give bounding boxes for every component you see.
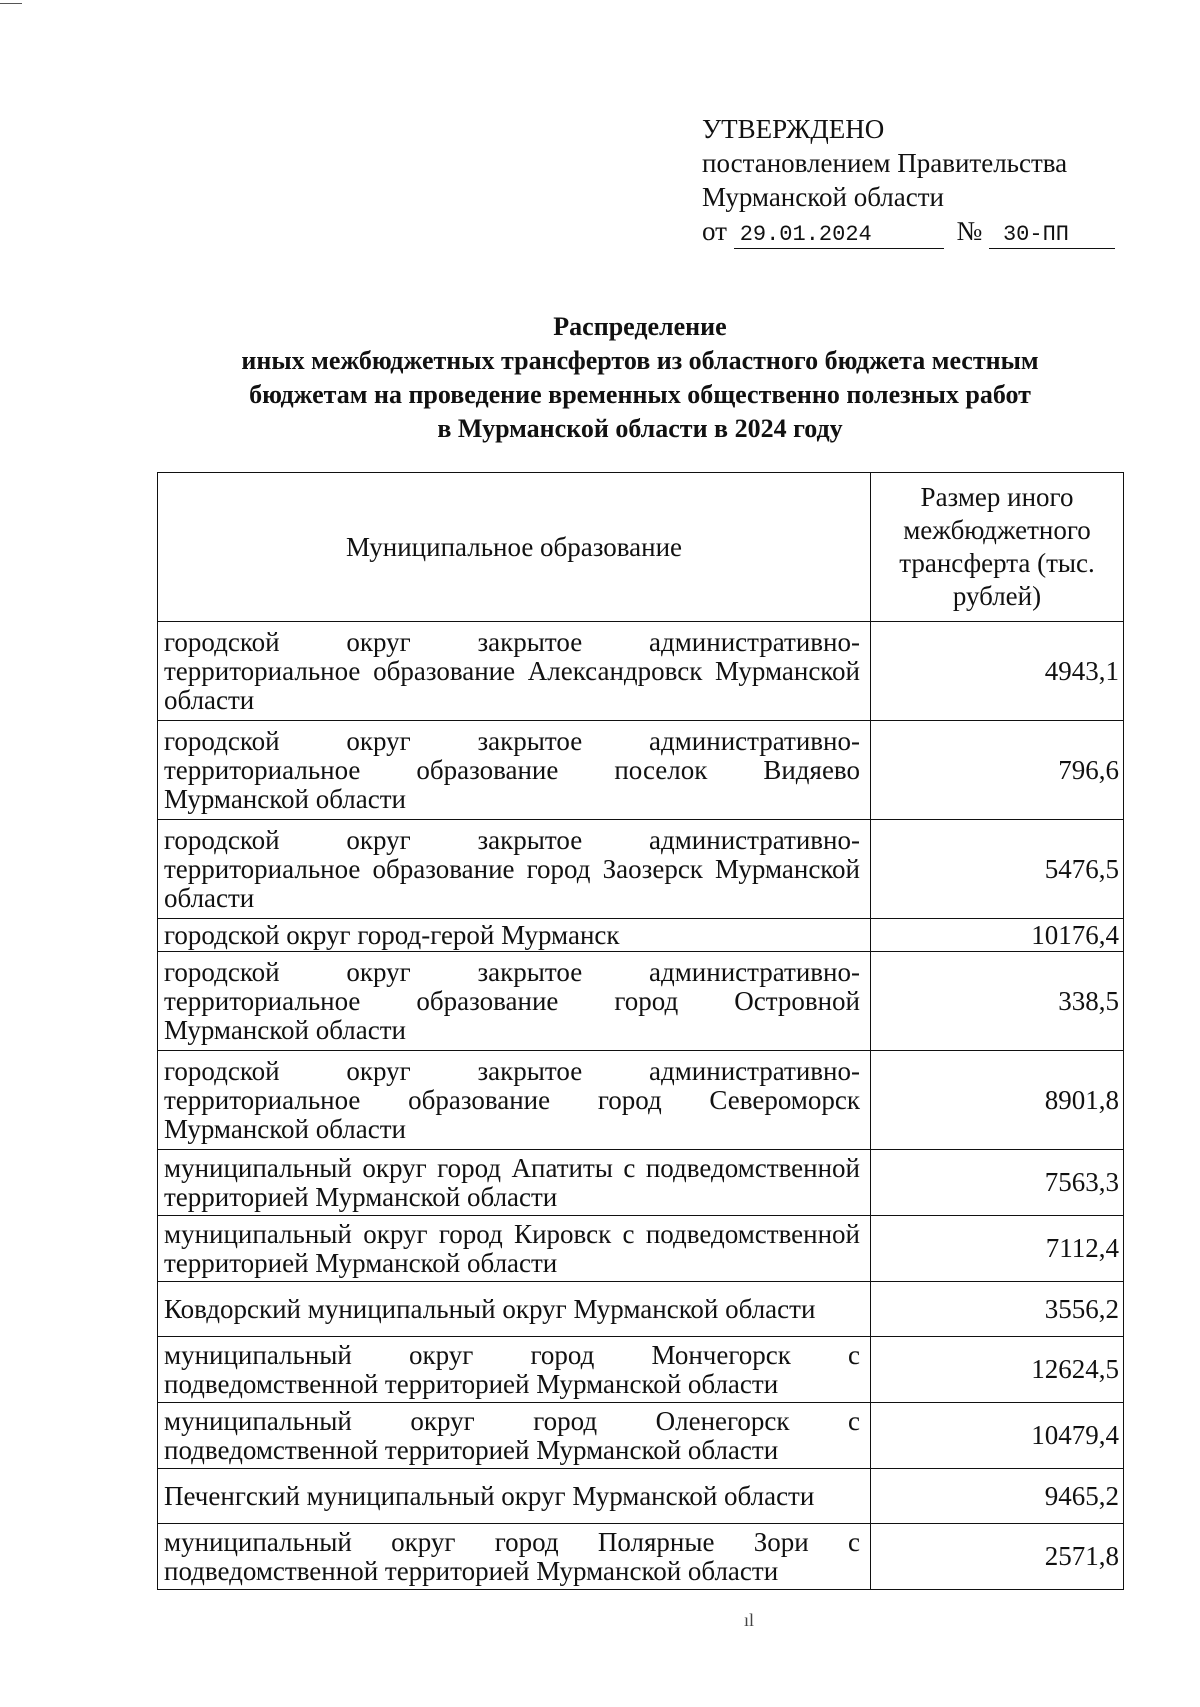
municipality-name: муниципальный округ город Оленегорск с подведомственной территорией Мурманской области xyxy=(158,1403,871,1469)
transfer-amount: 338,5 xyxy=(871,952,1124,1051)
table-row xyxy=(158,1282,1124,1337)
transfer-amount: 9465,2 xyxy=(871,1469,1124,1524)
transfer-amount: 2571,8 xyxy=(871,1524,1124,1590)
table-row xyxy=(158,1216,1124,1282)
transfer-amount: 10176,4 xyxy=(871,919,1124,952)
table-row xyxy=(158,1403,1124,1469)
approval-number: 30-ПП xyxy=(989,222,1115,249)
table-row xyxy=(158,1337,1124,1403)
distribution-table xyxy=(157,472,1124,1590)
page-mark: ıl xyxy=(744,1610,755,1630)
table-row xyxy=(158,820,1124,919)
transfer-amount: 796,6 xyxy=(871,721,1124,820)
table-row xyxy=(158,1524,1124,1590)
transfer-amount: 4943,1 xyxy=(871,622,1124,721)
transfer-amount: 5476,5 xyxy=(871,820,1124,919)
municipality-name: муниципальный округ город Апатиты с подведомственной территорией Мурманской области xyxy=(158,1150,871,1216)
table-row xyxy=(158,1469,1124,1524)
title-line-2: иных межбюджетных трансфертов из областного бюджета местным xyxy=(241,346,1039,375)
title-line-3: бюджетам на проведение временных общественно полезных работ xyxy=(249,380,1031,409)
title-line-1: Распределение xyxy=(553,312,727,341)
table-row xyxy=(158,721,1124,820)
municipality-name: Печенгский муниципальный округ Мурманской области xyxy=(158,1469,871,1524)
approval-date: 29.01.2024 xyxy=(734,222,944,249)
transfer-amount: 7563,3 xyxy=(871,1150,1124,1216)
approval-stamp xyxy=(702,112,1115,249)
municipality-name: городской округ закрытое административно-территориальное образование поселок Видяево Мурманской области xyxy=(158,721,871,820)
municipality-name: городской округ город-герой Мурманск xyxy=(158,919,871,952)
approval-date-prefix: от xyxy=(702,216,727,246)
table-row xyxy=(158,919,1124,952)
transfer-amount: 10479,4 xyxy=(871,1403,1124,1469)
title-line-4: в Мурманской области в 2024 году xyxy=(437,414,843,443)
transfer-amount: 12624,5 xyxy=(871,1337,1124,1403)
document-title xyxy=(150,310,1130,446)
municipality-name: городской округ закрытое административно-территориальное образование город Островной Мурманской области xyxy=(158,952,871,1051)
header-amount: Размер иного межбюджетного трансферта (тыс. рублей) xyxy=(871,473,1124,622)
table-row xyxy=(158,1051,1124,1150)
approval-line-region: Мурманской области xyxy=(702,182,944,212)
municipality-name: городской округ закрытое административно-территориальное образование город Заозерск Мурманской области xyxy=(158,820,871,919)
transfer-amount: 3556,2 xyxy=(871,1282,1124,1337)
table-row xyxy=(158,1150,1124,1216)
transfer-amount: 7112,4 xyxy=(871,1216,1124,1282)
municipality-name: муниципальный округ город Полярные Зори с подведомственной территорией Мурманской области xyxy=(158,1524,871,1590)
approval-date-line xyxy=(702,214,1115,249)
approval-line-decree: постановлением Правительства xyxy=(702,148,1068,178)
municipality-name: городской округ закрытое административно-территориальное образование Александровск Мурманской области xyxy=(158,622,871,721)
approval-heading: УТВЕРЖДЕНО xyxy=(702,114,885,144)
table-row xyxy=(158,952,1124,1051)
approval-number-prefix: № xyxy=(956,216,983,246)
municipality-name: Ковдорский муниципальный округ Мурманской области xyxy=(158,1282,871,1337)
municipality-name: муниципальный округ город Кировск с подведомственной территорией Мурманской области xyxy=(158,1216,871,1282)
scan-edge-mark xyxy=(0,3,22,4)
municipality-name: муниципальный округ город Мончегорск с подведомственной территорией Мурманской области xyxy=(158,1337,871,1403)
header-municipality: Муниципальное образование xyxy=(158,473,871,622)
municipality-name: городской округ закрытое административно-территориальное образование город Североморск Мурманской области xyxy=(158,1051,871,1150)
table-header-row xyxy=(158,473,1124,622)
table-row xyxy=(158,622,1124,721)
transfer-amount: 8901,8 xyxy=(871,1051,1124,1150)
